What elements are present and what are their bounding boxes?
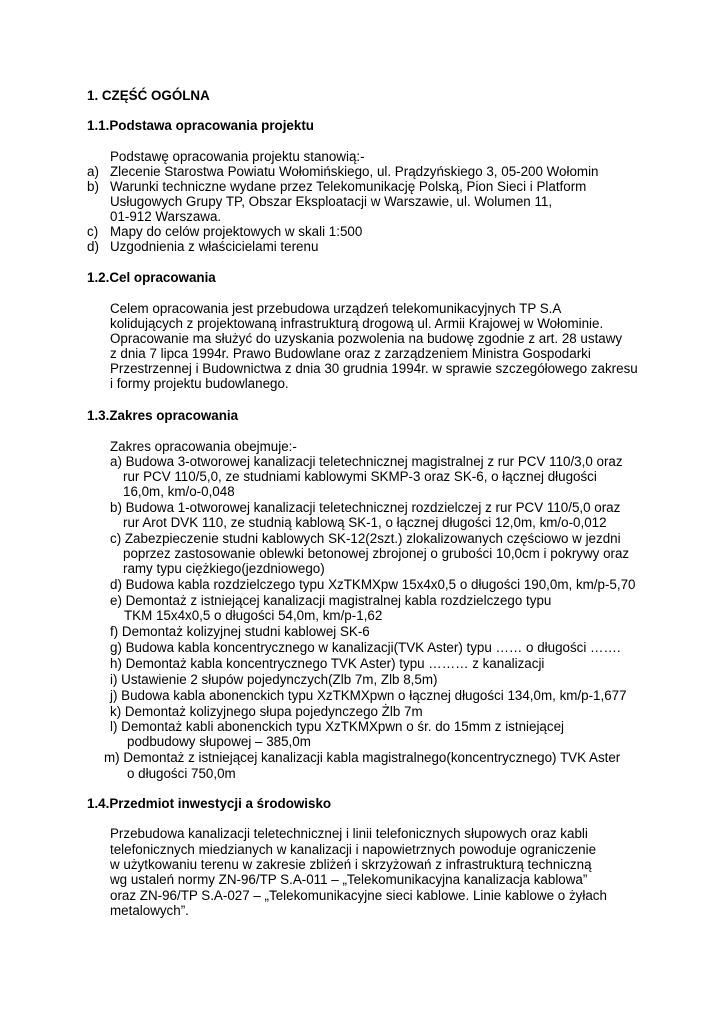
list-item-text: poprzez zastosowanie oblewki betonowej zbrojonej o grubości 10,0cm i pokrywy oraz	[123, 546, 630, 561]
list-item-text: Warunki techniczne wydane przez Telekomunikację Polską, Pion Sieci i Platform	[110, 179, 587, 194]
list-item-text: f) Demontaż kolizyjnej studni kablowej SK-6	[110, 624, 370, 639]
list-item-text: o długości 750,0m	[127, 766, 236, 781]
section-1-1-heading: 1.1.Podstawa opracowania projektu	[87, 118, 314, 133]
list-item-marker: a)	[87, 164, 99, 179]
list-item-text: h) Demontaż kabla koncentrycznego TVK Aster) typu ……… z kanalizacji	[110, 656, 545, 671]
list-item-text: rur Arot DVK 110, ze studnią kablową SK-1, o łącznej długości 12,0m, km/o-0,012	[123, 515, 607, 530]
main-heading: 1. CZĘŚĆ OGÓLNA	[87, 88, 210, 103]
paragraph-line: z dnia 7 lipca 1994r. Prawo Budowlane oraz z zarządzeniem Ministra Gospodarki	[110, 346, 591, 361]
list-item-text: m) Demontaż z istniejącej kanalizacji kabla magistralnego(koncentrycznego) TVK Aster	[104, 750, 621, 765]
list-item-text: Usługowych Grupy TP, Obszar Eksploatacji w Warszawie, ul. Wolumen 11,	[110, 194, 553, 209]
list-item-text: i) Ustawienie 2 słupów pojedynczych(Zlb 7m, Zlb 8,5m)	[110, 672, 438, 687]
list-item-text: TKM 15x4x0,5 o długości 54,0m, km/p-1,62	[124, 608, 383, 623]
list-item-marker: d)	[87, 239, 99, 254]
section-1-2-heading: 1.2.Cel opracowania	[87, 270, 216, 285]
list-item-text: g) Budowa kabla koncentrycznego w kanalizacji(TVK Aster) typu …… o długości …….	[110, 640, 621, 655]
list-item-text: podbudowy słupowej – 385,0m	[127, 734, 311, 749]
paragraph-line: Opracowanie ma służyć do uzyskania pozwolenia na budowę zgodnie z art. 28 ustawy	[110, 331, 623, 346]
section-1-3-intro: Zakres opracowania obejmuje:-	[110, 439, 297, 454]
list-item-text: b) Budowa 1-otworowej kanalizacji teletechnicznej rozdzielczej z rur PCV 110/5,0 oraz	[110, 500, 621, 515]
list-item-text: 16,0m, km/o-0,048	[123, 484, 235, 499]
list-item-text: k) Demontaż kolizyjnego słupa pojedynczego Żlb 7m	[110, 704, 423, 719]
paragraph-line: Celem opracowania jest przebudowa urządzeń telekomunikacyjnych TP S.A	[110, 301, 562, 316]
section-1-1-intro: Podstawę opracowania projektu stanowią:-	[110, 149, 365, 164]
paragraph-line: oraz ZN-96/TP S.A-027 – „Telekomunikacyjne sieci kablowe. Linie kablowe o żyłach	[110, 888, 607, 903]
paragraph-line: i formy projektu budowlanego.	[110, 376, 289, 391]
paragraph-line: w użytkowaniu terenu w zakresie zbliżeń i skrzyżowań z infrastrukturą techniczną	[110, 857, 592, 872]
section-1-3-heading: 1.3.Zakres opracowania	[87, 408, 239, 423]
list-item-text: Zlecenie Starostwa Powiatu Wołomińskiego, ul. Prądzyńskiego 3, 05-200 Wołomin	[110, 164, 599, 179]
paragraph-line: wg ustaleń normy ZN-96/TP S.A-011 – „Telekomunikacyjna kanalizacja kablowa”	[110, 872, 588, 887]
list-item-text: ramy typu ciężkiego(jezdniowego)	[123, 561, 325, 576]
list-item-text: 01-912 Warszawa.	[110, 209, 222, 224]
list-item-marker: c)	[87, 224, 99, 239]
list-item-text: d) Budowa kabla rozdzielczego typu XzTKMXpw 15x4x0,5 o długości 190,0m, km/p-5,70	[110, 577, 636, 592]
paragraph-line: metalowych”.	[110, 903, 189, 918]
list-item-text: c) Zabezpieczenie studni kablowych SK-12(2szt.) zlokalizowanych częściowo w jezdni	[110, 531, 621, 546]
paragraph-line: kolidujących z projektowaną infrastrukturą drogową ul. Armii Krajowej w Wołominie.	[110, 316, 604, 331]
section-1-4-heading: 1.4.Przedmiot inwestycji a środowisko	[87, 796, 332, 811]
list-item-text: Uzgodnienia z właścicielami terenu	[110, 239, 319, 254]
list-item-marker: b)	[87, 179, 99, 194]
list-item-text: a) Budowa 3-otworowej kanalizacji teletechnicznej magistralnej z rur PCV 110/3,0 oraz	[110, 454, 623, 469]
paragraph-line: Przestrzennej i Budownictwa z dnia 30 grudnia 1994r. w sprawie szczegółowego zakresu	[110, 361, 638, 376]
list-item-text: rur PCV 110/5,0, ze studniami kablowymi SKMP-3 oraz SK-6, o łącznej długości	[123, 469, 597, 484]
list-item-text: e) Demontaż z istniejącej kanalizacji magistralnej kabla rozdzielczego typu	[110, 593, 552, 608]
paragraph-line: telefonicznych miedzianych w kanalizacji i napowietrznych powoduje ograniczenie	[110, 842, 597, 857]
paragraph-line: Przebudowa kanalizacji teletechnicznej i linii telefonicznych słupowych oraz kabli	[110, 826, 588, 841]
list-item-text: l) Demontaż kabli abonenckich typu XzTKMXpwn o śr. do 15mm z istniejącej	[110, 719, 564, 734]
list-item-text: j) Budowa kabla abonenckich typu XzTKMXpwn o łącznej długości 134,0m, km/p-1,677	[110, 688, 627, 703]
list-item-text: Mapy do celów projektowych w skali 1:500	[110, 224, 363, 239]
